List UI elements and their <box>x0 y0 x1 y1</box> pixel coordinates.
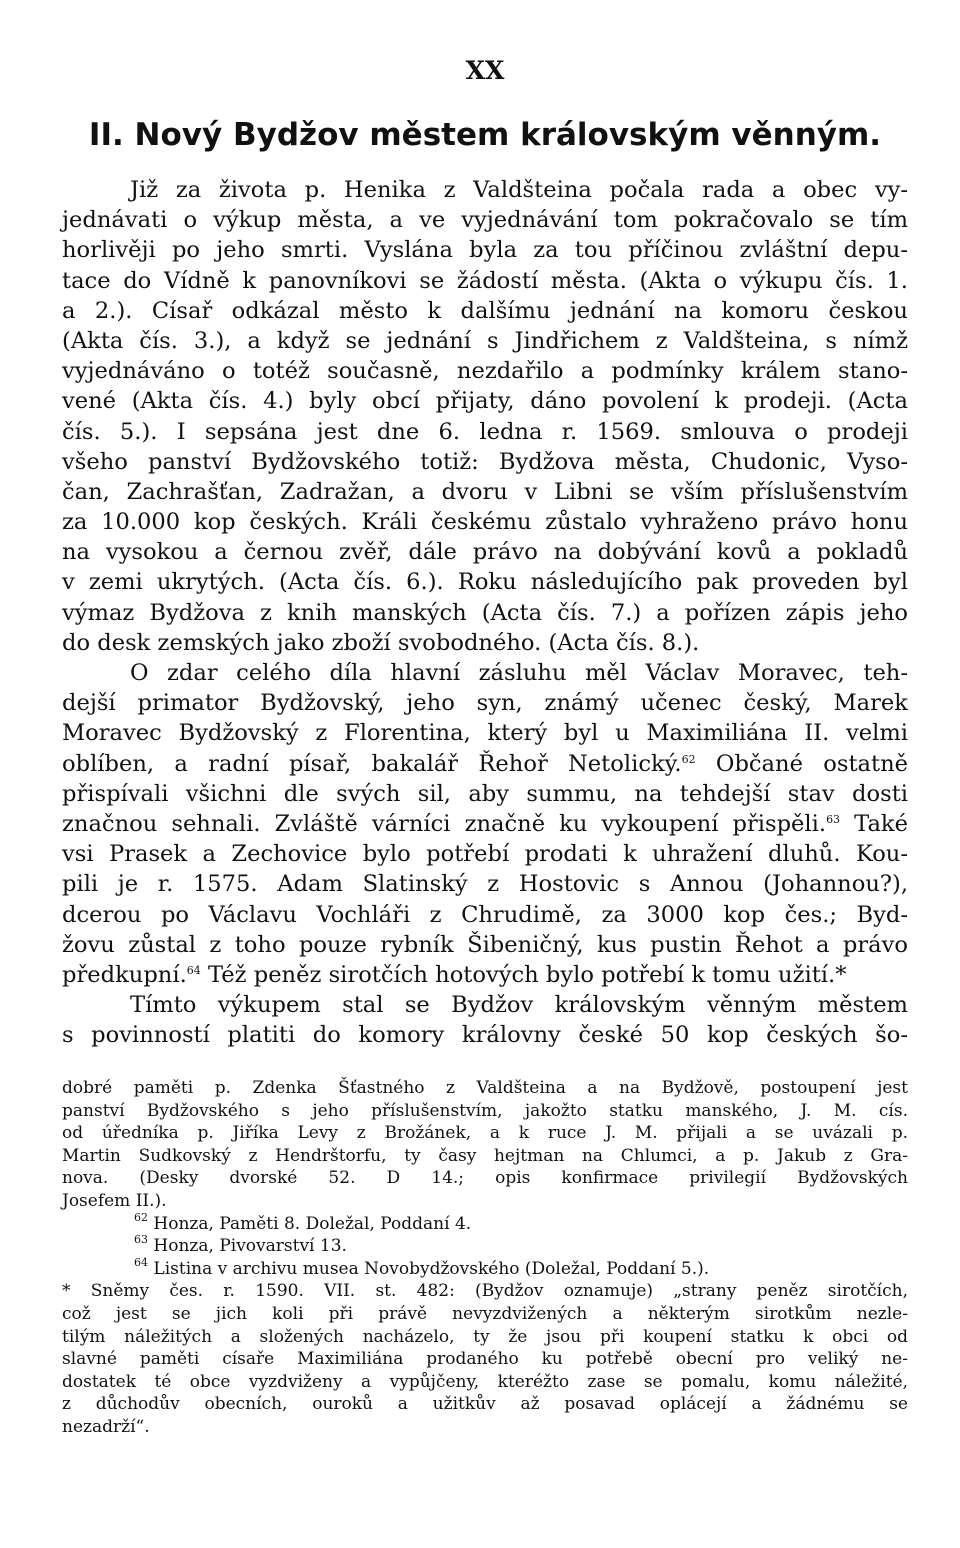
text-line: přispívali všichni dle svých sil, aby summu, na tehdejší stav dosti <box>62 780 908 807</box>
footnotes <box>62 1077 908 1439</box>
text-line: vené (Akta čís. 4.) byly obcí přijaty, dáno povolení k prodeji. (Acta <box>62 388 908 415</box>
text-segment: oblíben, a radní písař, bakalář Řehoř Netolický. <box>62 750 682 777</box>
footnote-mark: 62 <box>134 1210 148 1224</box>
text-line-with-footnote <box>62 749 908 779</box>
text-segment: značnou sehnali. Zvláště várníci značně ku vykoupení přispěli. <box>62 810 827 837</box>
text-line: vsi Prasek a Zechovice bylo potřebí prodati k uhražení dluhů. Kou- <box>62 841 908 868</box>
text-line: Již za života p. Henika z Valdšteina počala rada a obec vy- <box>130 177 908 203</box>
text-line: všeho panství Bydžovského totiž: Bydžova města, Chudonic, Vyso- <box>62 448 908 475</box>
book-page <box>62 0 908 1548</box>
star-note-line: slavné paměti císaře Maximiliána prodaného ku potřebě obecní pro veliký ne- <box>62 1349 908 1370</box>
text-line: pili je r. 1575. Adam Slatinský z Hostovic s Annou (Johannou?), <box>62 871 908 898</box>
text-line: horlivěji po jeho smrti. Vyslána byla za tou příčinou zvláštní depu- <box>62 237 908 264</box>
text-line: čan, Zachrašťan, Zadražan, a dvoru v Libni se vším příslušenstvím <box>62 478 908 505</box>
star-note-line: nezadrží“. <box>62 1416 150 1437</box>
footnote-ref-63: 63 <box>826 812 841 826</box>
text-line: dejší primator Bydžovský, jeho syn, známý učenec český, Marek <box>62 690 908 717</box>
text-line: (Akta čís. 3.), a když se jednání s Jindřichem z Valdšteina, s nímž <box>62 327 908 354</box>
footnote-64 <box>62 1255 908 1281</box>
text-line-with-footnote <box>62 809 908 839</box>
text-line: s povinností platiti do komory královny české 50 kop českých šo- <box>62 1022 908 1049</box>
star-note-line: * Sněmy čes. r. 1590. VII. st. 482: (Bydžov oznamuje) „strany peněz sirotčích, <box>62 1281 908 1302</box>
text-segment: předkupní. <box>62 961 187 988</box>
footnote-text: Honza, Paměti 8. Doležal, Poddaní 4. <box>153 1213 472 1234</box>
text-line: do desk zemských jako zboží svobodného. (Acta čís. 8.). <box>62 629 700 656</box>
footnote-mark: 64 <box>134 1255 148 1269</box>
text-segment: Též peněz sirotčích hotových bylo potřebí k tomu užití.* <box>207 961 847 988</box>
page-number: XX <box>465 56 505 85</box>
text-line: v zemi ukrytých. (Acta čís. 6.). Roku následujícího pak proveden byl <box>62 569 908 596</box>
text-line: a 2.). Císař odkázal město k dalšímu jednání na komoru českou <box>62 297 908 324</box>
text-line: tace do Vídně k panovníkovi se žádostí města. (Akta o výkupu čís. 1. <box>62 267 908 294</box>
text-line: Moravec Bydžovský z Florentina, který byl u Maximiliána II. velmi <box>62 720 908 747</box>
footnote-line: panství Bydžovského s jeho příslušenstvím, jakožto statku manského, J. M. cís. <box>62 1100 908 1121</box>
star-note-line: z důchodův obecních, ouroků a užitkův až posavad oplácejí a žádnému se <box>62 1394 908 1415</box>
text-line: výmaz Bydžova z knih manských (Acta čís. 7.) a pořízen zápis jeho <box>62 599 908 626</box>
footnote-mark: 63 <box>134 1233 148 1247</box>
text-line: na vysokou a černou zvěř, dále právo na dobývání kovů a pokladů <box>62 539 908 566</box>
star-note-line: což jest se jich koli při právě nevyzdvižených a některým sirotkům nezle- <box>62 1303 908 1324</box>
footnote-line: nova. (Desky dvorské 52. D 14.; opis konfirmace privilegií Bydžovských <box>62 1168 908 1189</box>
footnote-62 <box>62 1210 908 1236</box>
footnote-ref-62: 62 <box>681 752 696 766</box>
footnote-ref-64: 64 <box>186 963 201 977</box>
star-note-line: dostatek té obce vyzdviženy a vypůjčeny, kteréžto zase se pomalu, komu náležité, <box>62 1371 908 1392</box>
main-text <box>62 175 908 1050</box>
text-line: vyjednáváno o totéž současně, nezdařilo a podmínky králem stano- <box>62 358 908 385</box>
footnote-text: Honza, Pivovarství 13. <box>153 1236 347 1257</box>
text-segment: Také <box>854 810 908 837</box>
text-line: O zdar celého díla hlavní zásluhu měl Václav Moravec, teh- <box>130 660 908 686</box>
footnote-line: Josefem II.). <box>62 1190 167 1211</box>
footnote-line: Martin Sudkovský z Hendrštorfu, ty časy hejtman na Chlumci, a p. Jakub z Gra- <box>62 1145 908 1166</box>
text-segment: Občané ostatně <box>715 750 909 777</box>
text-line: dcerou po Václavu Vochláři z Chrudimě, za 3000 kop čes.; Byd- <box>62 901 908 928</box>
footnote-63 <box>62 1235 908 1258</box>
text-line: jednávati o výkup města, a ve vyjednávání tom pokračovalo se tím <box>62 207 908 234</box>
star-note-line: tilým náležitých a složených nacházelo, ty že jsou při koupení statku k obci od <box>62 1326 908 1347</box>
text-line: čís. 5.). I sepsána jest dne 6. ledna r. 1569. smlouva o prodeji <box>62 418 908 445</box>
text-line: žovu zůstal z toho pouze rybník Šibeničný, kus pustin Řehot a právo <box>62 931 908 958</box>
footnote-line: od úředníka p. Jiříka Levy z Brožánek, a k ruce J. M. přijali a se uvázali p. <box>62 1123 908 1144</box>
footnote-line: dobré paměti p. Zdenka Šťastného z Valdšteina a na Bydžově, postoupení jest <box>62 1078 908 1098</box>
footnote-text: Listina v archivu musea Novobydžovského (Doležal, Poddaní 5.). <box>153 1258 710 1279</box>
text-line: Tímto výkupem stal se Bydžov královským věnným městem <box>130 992 908 1019</box>
text-line-with-footnote <box>62 960 908 990</box>
text-line: za 10.000 kop českých. Králi českému zůstalo vyhraženo právo honu <box>62 509 908 536</box>
section-heading: II. Nový Bydžov městem královským věnným. <box>88 117 882 153</box>
